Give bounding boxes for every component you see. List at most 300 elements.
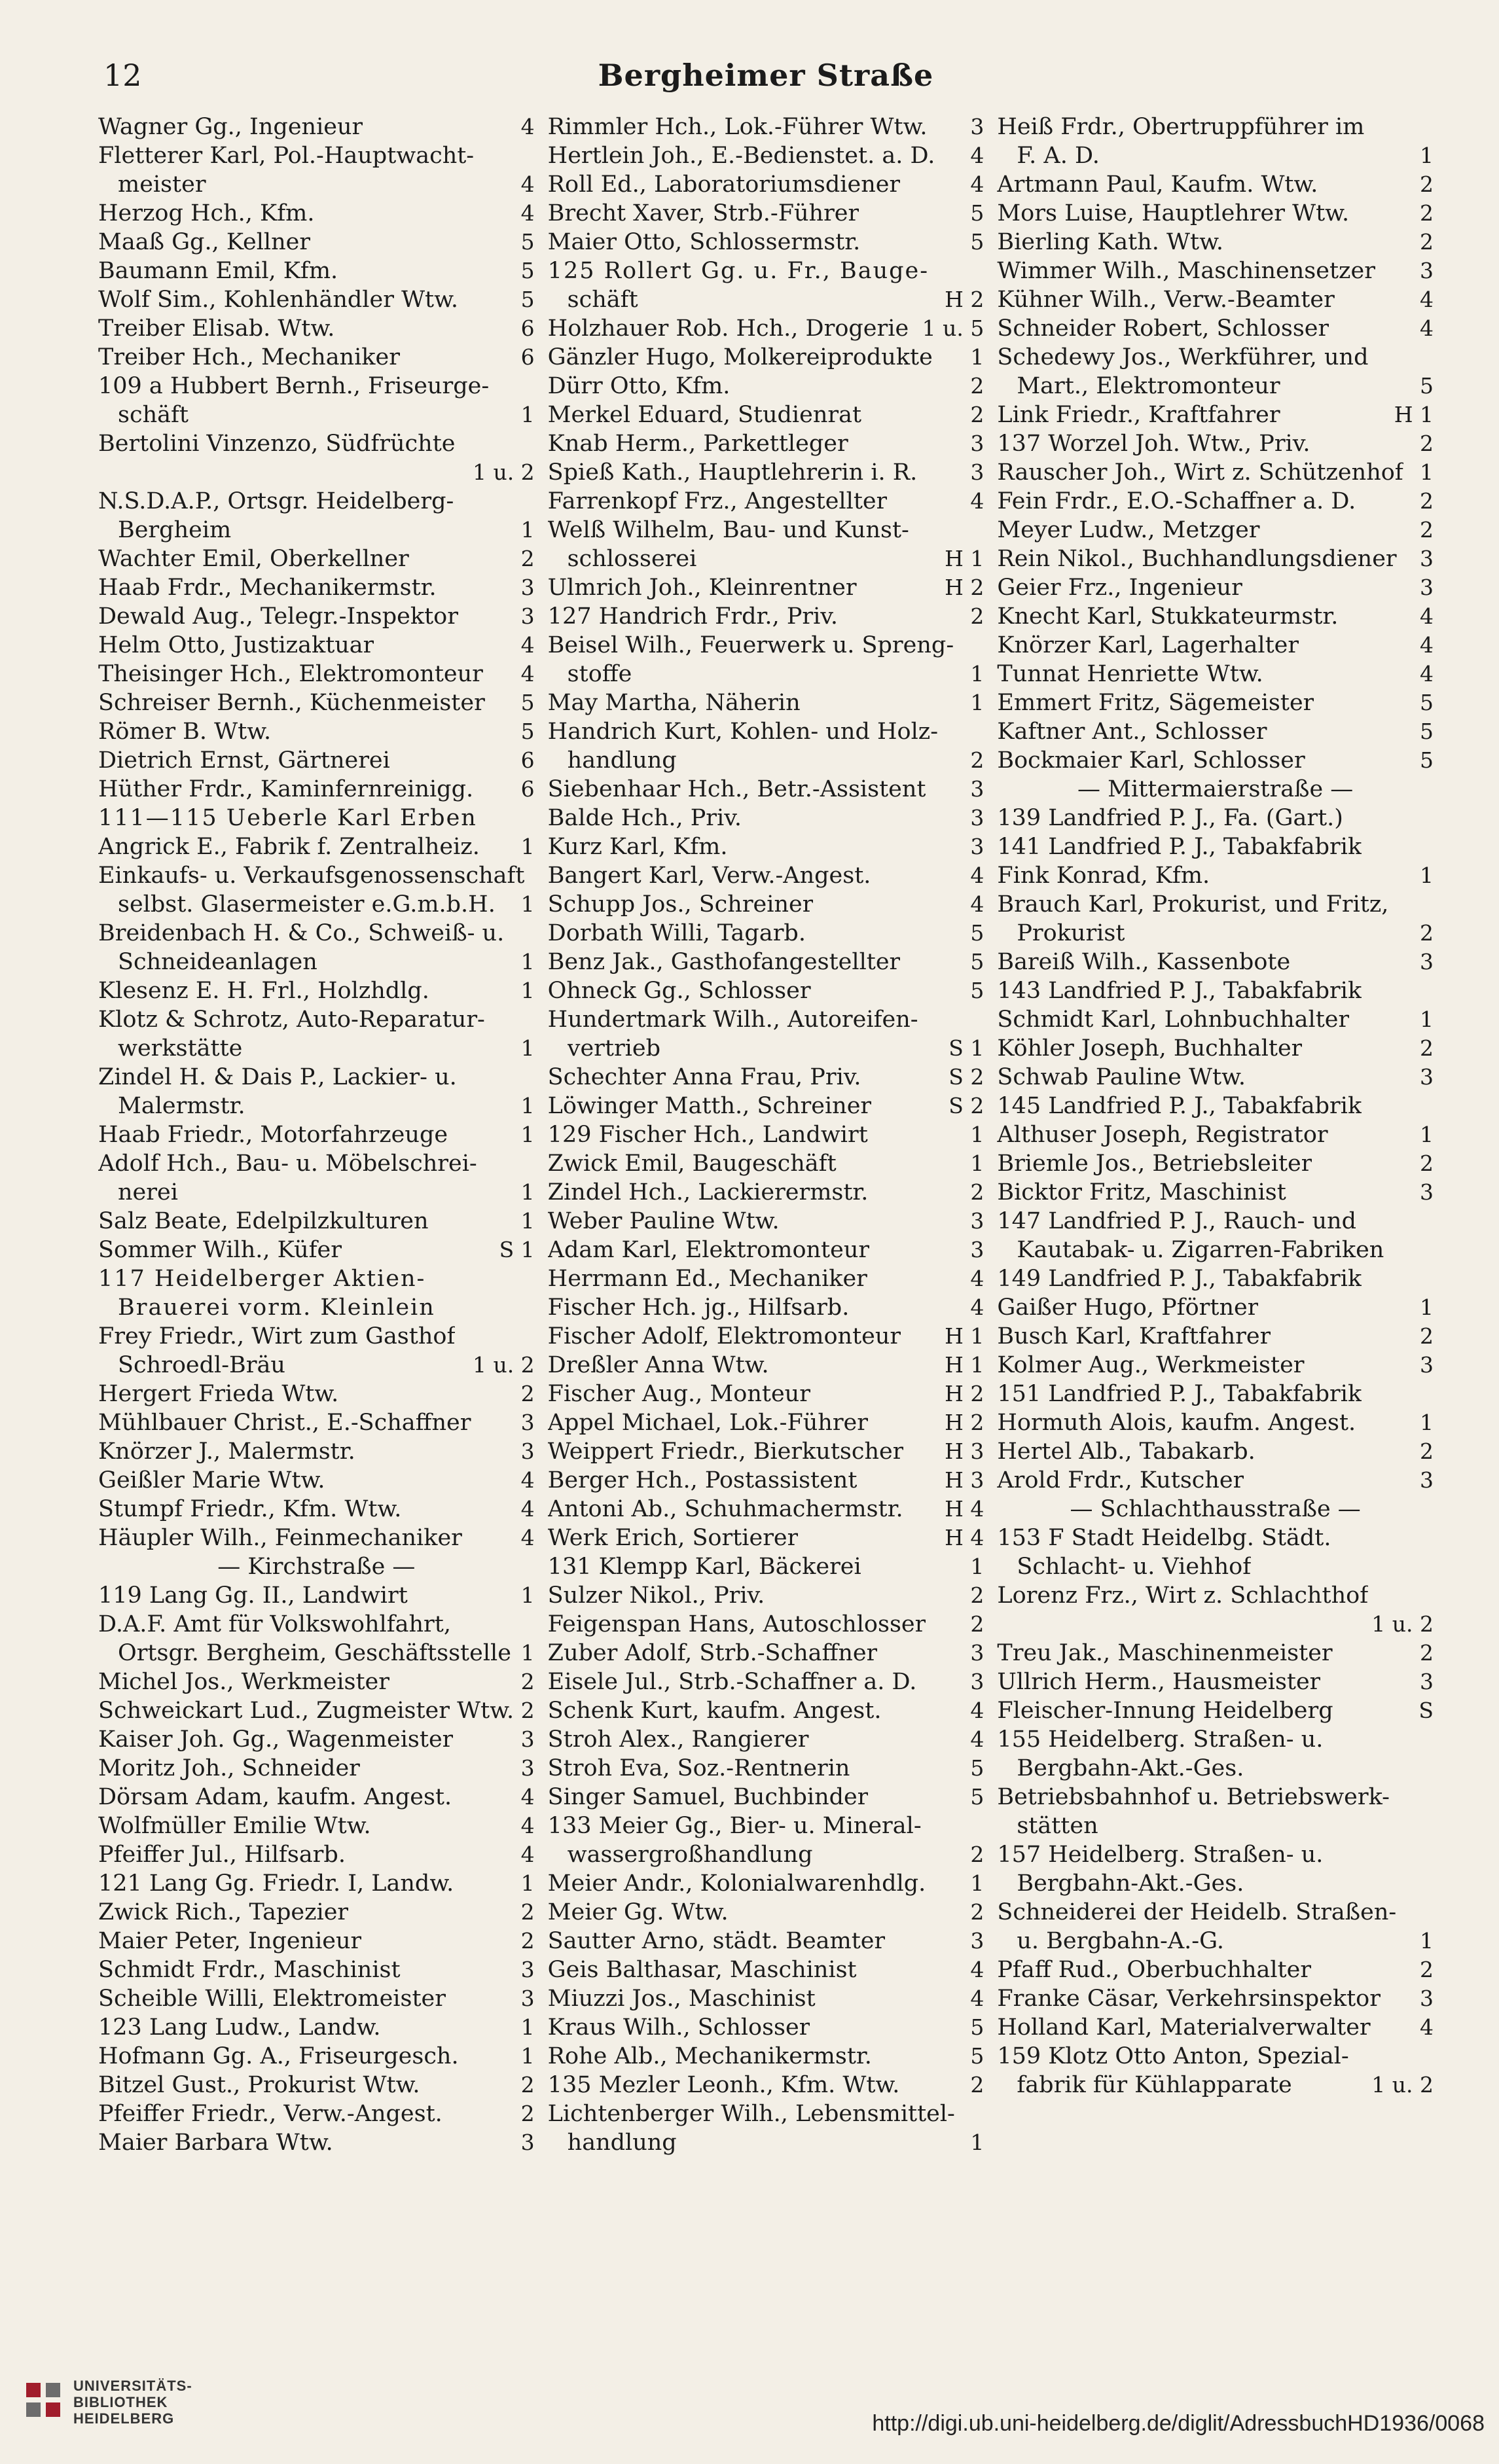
entry-floor-mark: 2 xyxy=(1420,1035,1434,1061)
directory-entry xyxy=(98,1005,535,1034)
directory-entry xyxy=(548,1264,984,1293)
entry-text: Ulmrich Joh., Kleinrentner xyxy=(547,575,857,601)
directory-entry xyxy=(98,775,535,804)
entry-text: Antoni Ab., Schuhmachermstr. xyxy=(547,1496,903,1522)
directory-entry xyxy=(548,717,984,746)
entry-text: Wagner Gg., Ingenieur xyxy=(98,114,363,140)
entry-floor-mark: 3 xyxy=(970,1237,984,1262)
entry-text: Maier Peter, Ingenieur xyxy=(98,1928,362,1954)
directory-entry xyxy=(548,1869,984,1898)
directory-entry xyxy=(548,631,984,660)
entry-floor-mark: 5 xyxy=(1420,690,1434,715)
entry-floor-mark: 1 xyxy=(520,891,535,917)
directory-entry xyxy=(98,976,535,1005)
directory-entry xyxy=(997,1322,1434,1351)
directory-entry xyxy=(997,1696,1434,1725)
entry-floor-mark: 1 xyxy=(520,1870,535,1896)
directory-entry xyxy=(997,487,1434,516)
directory-entry xyxy=(98,1322,535,1351)
directory-entry xyxy=(548,1437,984,1466)
directory-entry xyxy=(548,2071,984,2099)
directory-entry xyxy=(548,1955,984,1984)
directory-entry xyxy=(548,372,984,401)
entry-text: Kaftner Ant., Schlosser xyxy=(997,719,1267,745)
entry-text: Knörzer J., Malermstr. xyxy=(98,1438,355,1465)
entry-floor-mark: 3 xyxy=(520,1986,535,2011)
entry-floor-mark: 1 u. 5 xyxy=(922,315,984,341)
directory-entry xyxy=(548,660,984,688)
directory-entry xyxy=(997,2071,1434,2099)
entry-text: 139 Landfried P. J., Fa. (Gart.) xyxy=(997,805,1343,831)
entry-floor-mark: 3 xyxy=(970,1640,984,1666)
entry-floor-mark: 2 xyxy=(520,1899,535,1925)
entry-floor-mark: 3 xyxy=(520,1726,535,1752)
entry-text: Scheible Willi, Elektromeister xyxy=(98,1986,446,2012)
entry-floor-mark: 4 xyxy=(1420,661,1434,687)
entry-floor-mark: 3 xyxy=(970,1669,984,1694)
entry-floor-mark: 4 xyxy=(1420,2014,1434,2040)
entry-floor-mark: 2 xyxy=(970,603,984,629)
entry-floor-mark: 3 xyxy=(1420,1179,1434,1205)
entry-floor-mark: 2 xyxy=(1420,920,1434,946)
entry-text: Kühner Wilh., Verw.-Beamter xyxy=(997,287,1335,313)
directory-entry xyxy=(548,458,984,487)
entry-text: Treiber Hch., Mechaniker xyxy=(98,344,400,370)
entry-text: Maier Otto, Schlossermstr. xyxy=(547,229,861,255)
entry-text: — Schlachthausstraße — xyxy=(1070,1496,1361,1522)
entry-text: Emmert Fritz, Sägemeister xyxy=(997,690,1314,716)
entry-text: Adolf Hch., Bau- u. Möbelschrei- xyxy=(98,1151,477,1177)
entry-floor-mark: 2 xyxy=(520,546,535,571)
entry-text: Ohneck Gg., Schlosser xyxy=(547,978,811,1004)
directory-entry xyxy=(98,1178,535,1207)
entry-text: Knörzer Karl, Lagerhalter xyxy=(997,632,1299,658)
entry-floor-mark: 2 xyxy=(1420,1438,1434,1464)
entry-text: 109 a Hubbert Bernh., Friseurge- xyxy=(98,373,490,399)
entry-floor-mark: S 2 xyxy=(948,1093,984,1118)
page-number: 12 xyxy=(103,58,142,93)
entry-floor-mark: S 1 xyxy=(948,1035,984,1061)
entry-floor-mark: 3 xyxy=(970,431,984,456)
entry-floor-mark: 4 xyxy=(520,200,535,226)
entry-floor-mark: 5 xyxy=(1420,373,1434,399)
directory-entry xyxy=(997,458,1434,487)
entry-text: Hergert Frieda Wtw. xyxy=(98,1381,339,1407)
directory-entry xyxy=(98,1869,535,1898)
entry-text: Maier Barbara Wtw. xyxy=(98,2130,333,2156)
directory-entry xyxy=(548,1178,984,1207)
directory-entry xyxy=(997,631,1434,660)
directory-entry xyxy=(98,1696,535,1725)
entry-text: Mühlbauer Christ., E.-Schaffner xyxy=(98,1410,471,1436)
entry-text: Dreßler Anna Wtw. xyxy=(547,1352,769,1378)
entry-floor-mark: 4 xyxy=(970,143,984,168)
directory-entry xyxy=(548,861,984,890)
directory-entry xyxy=(98,516,535,545)
entry-text: Geier Frz., Ingenieur xyxy=(997,575,1242,601)
entry-floor-mark: 3 xyxy=(520,1755,535,1781)
directory-entry xyxy=(98,401,535,429)
entry-floor-mark: H 2 xyxy=(945,575,984,600)
entry-text: Maaß Gg., Kellner xyxy=(98,229,311,255)
entry-floor-mark: 5 xyxy=(520,719,535,744)
entry-text: Tunnat Henriette Wtw. xyxy=(997,661,1263,687)
entry-floor-mark: H 4 xyxy=(945,1496,984,1522)
directory-entry xyxy=(997,2042,1434,2071)
column-3 xyxy=(997,113,1434,2253)
entry-text: Lichtenberger Wilh., Lebensmittel- xyxy=(547,2101,955,2127)
entry-text: Einkaufs- u. Verkaufsgenossenschaft xyxy=(98,863,525,889)
entry-floor-mark: H 4 xyxy=(945,1525,984,1550)
entry-text: Sulzer Nikol., Priv. xyxy=(547,1582,765,1609)
entry-text: Appel Michael, Lok.-Führer xyxy=(547,1410,869,1436)
entry-text: Spieß Kath., Hauptlehrerin i. R. xyxy=(547,459,918,486)
directory-entry xyxy=(548,1754,984,1783)
entry-text: Stroh Eva, Soz.-Rentnerin xyxy=(547,1755,850,1781)
entry-text: Meier Gg. Wtw. xyxy=(547,1899,729,1925)
directory-entry xyxy=(997,1812,1434,1840)
entry-text: Bockmaier Karl, Schlosser xyxy=(997,747,1305,774)
entry-floor-mark: 3 xyxy=(1420,1352,1434,1378)
directory-entry xyxy=(98,487,535,516)
directory-entry xyxy=(98,717,535,746)
entry-floor-mark: 5 xyxy=(520,258,535,283)
entry-text: Kolmer Aug., Werkmeister xyxy=(997,1352,1305,1378)
entry-floor-mark: 3 xyxy=(520,1438,535,1464)
directory-entry xyxy=(98,1034,535,1063)
directory-entry xyxy=(548,2042,984,2071)
entry-text: Weippert Friedr., Bierkutscher xyxy=(547,1438,904,1465)
entry-text: Schroedl-Bräu xyxy=(118,1352,285,1378)
entry-text: Schweickart Lud., Zugmeister Wtw. xyxy=(98,1698,515,1724)
entry-floor-mark: S 1 xyxy=(499,1237,535,1262)
entry-floor-mark: 1 xyxy=(520,402,535,427)
directory-entry xyxy=(98,1668,535,1696)
entry-text: Wachter Emil, Oberkellner xyxy=(98,546,409,572)
directory-entry xyxy=(98,545,535,573)
directory-entry xyxy=(997,285,1434,314)
directory-entry xyxy=(997,1668,1434,1696)
directory-entry xyxy=(548,1236,984,1264)
entry-floor-mark: 5 xyxy=(970,2043,984,2069)
directory-entry xyxy=(997,688,1434,717)
directory-entry xyxy=(997,1552,1434,1581)
source-url[interactable]: http://digi.ub.uni-heidelberg.de/diglit/AdressbuchHD1936/0068 xyxy=(872,2411,1485,2436)
entry-text: Michel Jos., Werkmeister xyxy=(98,1669,389,1695)
directory-entry xyxy=(997,832,1434,861)
directory-entry xyxy=(98,170,535,199)
entry-floor-mark: 2 xyxy=(1420,1323,1434,1349)
entry-text: nerei xyxy=(118,1179,178,1205)
entry-floor-mark: 2 xyxy=(520,1381,535,1406)
directory-entry xyxy=(98,746,535,775)
entry-floor-mark: 2 xyxy=(970,1582,984,1608)
entry-text: 111—115 Ueberle Karl Erben xyxy=(98,805,477,831)
street-subheading xyxy=(997,775,1434,804)
directory-entry xyxy=(548,832,984,861)
directory-entry xyxy=(997,1351,1434,1380)
entry-floor-mark: 1 xyxy=(520,2014,535,2040)
directory-entry xyxy=(997,1408,1434,1437)
entry-text: Wolf Sim., Kohlenhändler Wtw. xyxy=(98,287,459,313)
directory-entry xyxy=(98,314,535,343)
entry-text: schlosserei xyxy=(567,546,697,572)
entry-text: Schedewy Jos., Werkführer, und xyxy=(997,344,1369,370)
directory-entry xyxy=(98,1639,535,1668)
library-logo[interactable] xyxy=(26,2363,216,2441)
directory-entry xyxy=(98,948,535,976)
directory-entry xyxy=(997,141,1434,170)
directory-entry xyxy=(997,602,1434,631)
entry-text: Bergheim xyxy=(118,517,232,543)
directory-entry xyxy=(997,1005,1434,1034)
entry-text: Dewald Aug., Telegr.-Inspektor xyxy=(98,603,458,630)
directory-entry xyxy=(997,1034,1434,1063)
entry-text: Fischer Adolf, Elektromonteur xyxy=(547,1323,901,1349)
directory-entry xyxy=(98,1610,535,1639)
entry-text: handlung xyxy=(567,747,677,774)
entry-floor-mark: H 2 xyxy=(945,1410,984,1435)
directory-entry xyxy=(98,2128,535,2157)
column-2 xyxy=(548,113,984,2253)
entry-text: Merkel Eduard, Studienrat xyxy=(547,402,862,428)
entry-floor-mark: 4 xyxy=(970,891,984,917)
directory-entry xyxy=(548,1466,984,1495)
directory-entry xyxy=(997,746,1434,775)
directory-entry xyxy=(997,1927,1434,1955)
entry-floor-mark: 1 xyxy=(970,1554,984,1579)
entry-text: schäft xyxy=(567,287,638,313)
entry-text: 149 Landfried P. J., Tabakfabrik xyxy=(997,1266,1362,1292)
entry-text: Balde Hch., Priv. xyxy=(547,805,742,831)
entry-floor-mark: 1 xyxy=(1420,459,1434,485)
entry-text: Zindel Hch., Lackierermstr. xyxy=(547,1179,869,1205)
entry-text: Wimmer Wilh., Maschinensetzer xyxy=(997,258,1375,284)
directory-entry xyxy=(548,170,984,199)
directory-entry xyxy=(548,573,984,602)
directory-entry xyxy=(98,631,535,660)
directory-entry xyxy=(98,660,535,688)
entry-text: Meyer Ludw., Metzger xyxy=(997,517,1260,543)
directory-entry xyxy=(997,343,1434,372)
page-footer xyxy=(0,2349,1499,2464)
entry-floor-mark: 5 xyxy=(520,690,535,715)
entry-floor-mark: 1 xyxy=(970,344,984,370)
entry-text: Herrmann Ed., Mechaniker xyxy=(547,1266,867,1292)
directory-entry xyxy=(997,1063,1434,1092)
directory-entry xyxy=(548,1581,984,1610)
directory-entry xyxy=(548,976,984,1005)
entry-text: Breidenbach H. & Co., Schweiß- u. xyxy=(98,920,505,946)
entry-text: Briemle Jos., Betriebsleiter xyxy=(997,1151,1312,1177)
entry-floor-mark: H 1 xyxy=(945,1352,984,1378)
directory-entry xyxy=(548,804,984,832)
entry-text: Bangert Karl, Verw.-Angest. xyxy=(547,863,871,889)
directory-entry xyxy=(98,2042,535,2071)
directory-entry xyxy=(997,1581,1434,1610)
directory-entry xyxy=(98,1063,535,1092)
entry-floor-mark: 4 xyxy=(970,1698,984,1723)
entry-text: Geißler Marie Wtw. xyxy=(98,1467,325,1493)
entry-floor-mark: 3 xyxy=(1420,1669,1434,1694)
entry-floor-mark: 3 xyxy=(970,805,984,830)
entry-text: Brauerei vorm. Kleinlein xyxy=(118,1294,435,1321)
directory-entry xyxy=(548,2013,984,2042)
entry-text: Klotz & Schrotz, Auto-Reparatur- xyxy=(98,1007,485,1033)
directory-entry xyxy=(548,1120,984,1149)
directory-entry xyxy=(997,113,1434,141)
directory-entry xyxy=(548,948,984,976)
directory-entry xyxy=(997,1149,1434,1178)
entry-text: 129 Fischer Hch., Landwirt xyxy=(547,1122,868,1148)
entry-text: F. A. D. xyxy=(1017,143,1100,169)
directory-entry xyxy=(997,1207,1434,1236)
entry-floor-mark: 3 xyxy=(520,1957,535,1982)
entry-floor-mark: 4 xyxy=(520,1467,535,1493)
entry-text: schäft xyxy=(118,402,189,428)
directory-entry xyxy=(997,516,1434,545)
entry-text: Haab Friedr., Motorfahrzeuge xyxy=(98,1122,448,1148)
directory-entry xyxy=(98,1351,535,1380)
entry-text: Frey Friedr., Wirt zum Gasthof xyxy=(98,1323,456,1349)
entry-floor-mark: 1 xyxy=(1420,1294,1434,1320)
entry-text: N.S.D.A.P., Ortsgr. Heidelberg- xyxy=(98,488,454,514)
directory-entry xyxy=(548,1524,984,1552)
entry-text: — Mittermaierstraße — xyxy=(1077,776,1354,802)
entry-text: Kautabak- u. Zigarren-Fabriken xyxy=(1017,1237,1384,1263)
entry-floor-mark: 2 xyxy=(970,1899,984,1925)
entry-floor-mark: H 2 xyxy=(945,1381,984,1406)
entry-text: Schneider Robert, Schlosser xyxy=(997,315,1329,342)
directory-entry xyxy=(548,2099,984,2128)
entry-text: Siebenhaar Hch., Betr.-Assistent xyxy=(547,776,926,802)
entry-floor-mark: 3 xyxy=(970,114,984,139)
directory-entry xyxy=(98,199,535,228)
entry-floor-mark: 5 xyxy=(970,2014,984,2040)
entry-floor-mark: 1 xyxy=(520,949,535,974)
entry-text: Malermstr. xyxy=(118,1093,245,1119)
directory-entry xyxy=(98,1725,535,1754)
entry-text: Sautter Arno, städt. Beamter xyxy=(547,1928,886,1954)
entry-text: Schmidt Frdr., Maschinist xyxy=(98,1957,401,1983)
entry-floor-mark: 1 u. 2 xyxy=(472,1352,535,1378)
entry-text: meister xyxy=(118,171,206,198)
directory-entry xyxy=(548,1351,984,1380)
entry-floor-mark: 5 xyxy=(520,229,535,255)
directory-entry xyxy=(98,1840,535,1869)
entry-text: Roll Ed., Laboratoriumsdiener xyxy=(547,171,901,198)
entry-text: Fink Konrad, Kfm. xyxy=(997,863,1210,889)
entry-floor-mark: 1 u. 2 xyxy=(472,459,535,485)
entry-text: 147 Landfried P. J., Rauch- und xyxy=(997,1208,1356,1234)
directory-entry xyxy=(98,573,535,602)
directory-entry xyxy=(997,1178,1434,1207)
directory-entry xyxy=(548,314,984,343)
entry-floor-mark: 4 xyxy=(970,488,984,514)
entry-floor-mark: 2 xyxy=(970,402,984,427)
entry-text: werkstätte xyxy=(118,1035,243,1062)
entry-text: Schenk Kurt, kaufm. Angest. xyxy=(547,1698,882,1724)
entry-floor-mark: 2 xyxy=(970,1842,984,1867)
entry-floor-mark: 4 xyxy=(1420,287,1434,312)
entry-floor-mark: 1 xyxy=(1420,1928,1434,1954)
directory-entry xyxy=(997,976,1434,1005)
entry-text: Mors Luise, Hauptlehrer Wtw. xyxy=(997,200,1350,226)
entry-floor-mark: 6 xyxy=(520,776,535,802)
entry-floor-mark: 1 xyxy=(970,1870,984,1896)
entry-text: Knecht Karl, Stukkateurmstr. xyxy=(997,603,1339,630)
entry-text: Dietrich Ernst, Gärtnerei xyxy=(98,747,390,774)
entry-text: 133 Meier Gg., Bier- u. Mineral- xyxy=(547,1813,922,1839)
directory-entry xyxy=(98,113,535,141)
entry-text: Fischer Aug., Monteur xyxy=(547,1381,810,1407)
entry-floor-mark: 1 xyxy=(520,834,535,859)
entry-text: Bitzel Gust., Prokurist Wtw. xyxy=(98,2072,420,2098)
entry-floor-mark: 2 xyxy=(970,747,984,773)
entry-text: — Kirchstraße — xyxy=(217,1554,416,1580)
directory-entry xyxy=(548,775,984,804)
directory-entry xyxy=(98,890,535,919)
directory-entry xyxy=(548,1639,984,1668)
library-logo-icon xyxy=(26,2383,64,2421)
entry-floor-mark: 1 xyxy=(520,517,535,543)
entry-floor-mark: 2 xyxy=(1420,1151,1434,1176)
directory-entry xyxy=(98,285,535,314)
entry-floor-mark: 4 xyxy=(970,1986,984,2011)
entry-floor-mark: 4 xyxy=(520,1813,535,1838)
entry-text: Rimmler Hch., Lok.-Führer Wtw. xyxy=(547,114,928,140)
directory-entry xyxy=(997,199,1434,228)
directory-entry xyxy=(997,861,1434,890)
entry-floor-mark: 1 xyxy=(520,978,535,1003)
entry-text: Stumpf Friedr., Kfm. Wtw. xyxy=(98,1496,402,1522)
entry-floor-mark: 4 xyxy=(970,863,984,888)
entry-floor-mark: 4 xyxy=(970,1266,984,1291)
entry-text: Bergbahn-Akt.-Ges. xyxy=(1017,1755,1244,1781)
entry-text: Treiber Elisab. Wtw. xyxy=(98,315,335,342)
directory-entry xyxy=(548,1725,984,1754)
directory-entry xyxy=(98,1149,535,1178)
directory-entry xyxy=(548,1092,984,1120)
entry-floor-mark: 5 xyxy=(520,287,535,312)
entry-text: Sommer Wilh., Küfer xyxy=(98,1237,342,1263)
entry-floor-mark: 2 xyxy=(1420,1640,1434,1666)
entry-text: Pfaff Rud., Oberbuchhalter xyxy=(997,1957,1312,1983)
entry-text: Berger Hch., Postassistent xyxy=(547,1467,858,1493)
entry-text: Theisinger Hch., Elektromonteur xyxy=(98,661,483,687)
entry-floor-mark: 4 xyxy=(520,1842,535,1867)
entry-floor-mark: 1 xyxy=(970,1122,984,1147)
directory-entry xyxy=(98,1955,535,1984)
directory-entry xyxy=(98,141,535,170)
entry-floor-mark: 1 xyxy=(520,1582,535,1608)
entry-floor-mark: 1 xyxy=(1420,1007,1434,1032)
entry-text: Moritz Joh., Schneider xyxy=(98,1755,360,1781)
entry-floor-mark: 1 xyxy=(1420,143,1434,168)
entry-text: Baumann Emil, Kfm. xyxy=(98,258,338,284)
directory-entry xyxy=(98,1984,535,2013)
entry-floor-mark: H 1 xyxy=(945,546,984,571)
entry-text: Hormuth Alois, kaufm. Angest. xyxy=(997,1410,1356,1436)
directory-entry xyxy=(997,1293,1434,1322)
entry-floor-mark: 2 xyxy=(520,1669,535,1694)
directory-entry xyxy=(548,113,984,141)
directory-entry xyxy=(98,1293,535,1322)
entry-text: 143 Landfried P. J., Tabakfabrik xyxy=(997,978,1362,1004)
entry-text: Schwab Pauline Wtw. xyxy=(997,1064,1246,1090)
directory-entry xyxy=(548,257,984,285)
directory-entry xyxy=(997,170,1434,199)
